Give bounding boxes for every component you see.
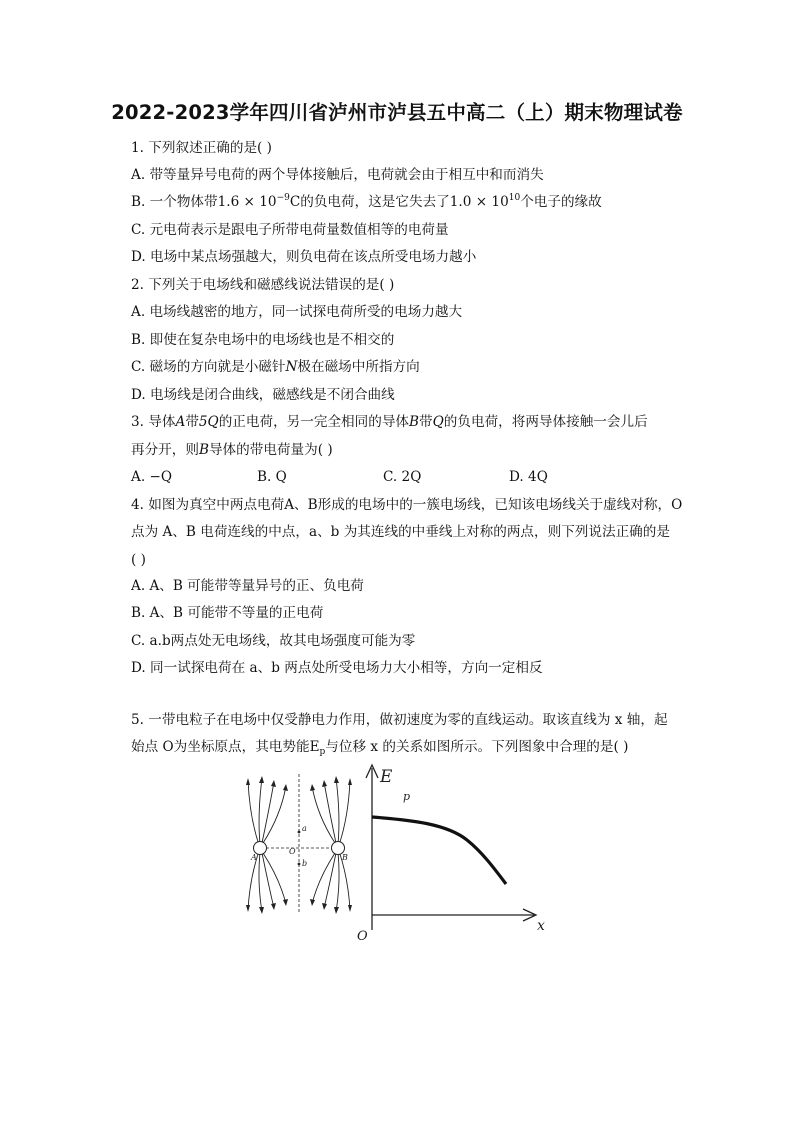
y-axis-label-p: p bbox=[403, 790, 411, 803]
ep-curve bbox=[372, 817, 506, 884]
exam-title: 2022-2023学年四川省泸州市泸县五中高二（上）期末物理试卷 bbox=[111, 101, 683, 124]
field-line bbox=[336, 778, 339, 844]
arrow-icon bbox=[271, 903, 276, 910]
q1-option-a: A. 带等量异号电荷的两个导体接触后，电荷就会由于相互中和而消失 bbox=[131, 167, 544, 183]
arrow-icon bbox=[283, 899, 288, 906]
q4-option-b: B. A、B 可能带不等量的正电荷 bbox=[131, 605, 324, 621]
q3-stem-2a: 再分开，则 bbox=[131, 442, 199, 458]
q1-option-b-mid: C的负电荷，这是它失去了 bbox=[289, 194, 450, 210]
x-axis-label: x bbox=[537, 918, 545, 934]
q1-option-b-exp1: −9 bbox=[276, 193, 290, 203]
q1-option-c: C. 元电荷表示是跟电子所带电荷量数值相等的电荷量 bbox=[131, 222, 449, 238]
field-line bbox=[324, 782, 336, 843]
arrow-icon bbox=[246, 778, 250, 785]
y-axis-label-e: E bbox=[380, 767, 393, 787]
arrow-icon bbox=[334, 776, 339, 783]
field-line bbox=[312, 853, 335, 904]
label-charge-b: B bbox=[342, 853, 348, 862]
field-line bbox=[262, 782, 274, 843]
field-line bbox=[259, 778, 262, 844]
field-line bbox=[339, 780, 350, 845]
q5-stem-2-pre: 始点 O为坐标原点，其电势能 bbox=[131, 739, 310, 755]
point-b-dot bbox=[298, 863, 301, 866]
q5-stem-line1: 5. 一带电粒子在电场中仅受静电力作用，做初速度为零的直线运动。取该直线为 x 轴，起 bbox=[131, 712, 668, 728]
label-a: a bbox=[302, 824, 307, 833]
q1-option-b-num2: 1.0 × 10 bbox=[449, 194, 509, 210]
q3-stem-1b: 带 bbox=[185, 414, 199, 430]
q2-option-c bbox=[131, 358, 420, 376]
field-line bbox=[336, 852, 339, 912]
q4-stem-line1: 4. 如图为真空中两点电荷A、B形成的电场中的一簇电场线，已知该电场线关于虚线对称，O bbox=[131, 497, 683, 513]
q3-stem-1a: 3. 导体 bbox=[131, 414, 176, 430]
q3-options bbox=[131, 468, 548, 486]
q3-option-a: A. −Q bbox=[131, 469, 172, 485]
q2-option-b: B. 即使在复杂电场中的电场线也是不相交的 bbox=[131, 332, 395, 348]
q3-stem-line2 bbox=[131, 441, 333, 459]
q3-var-b: B bbox=[409, 414, 420, 430]
field-line bbox=[263, 786, 286, 843]
q3-stem-1c: 的正电荷，另一完全相同的导体 bbox=[218, 414, 410, 430]
q5-ep-subscript: p bbox=[319, 747, 326, 757]
q3-var-5q: 5Q bbox=[198, 414, 219, 430]
arrow-icon bbox=[259, 907, 264, 914]
q5-stem-2-post: 与位移 x 的关系如图所示。下列图象中合理的是( ) bbox=[325, 739, 629, 755]
q1-option-b-post: 个电子的缘故 bbox=[520, 194, 602, 210]
label-b: b bbox=[302, 859, 308, 868]
q3-stem-line1 bbox=[131, 413, 648, 431]
arrow-icon bbox=[310, 784, 315, 791]
q3-option-b: B. Q bbox=[257, 469, 287, 485]
arrow-icon bbox=[334, 907, 339, 914]
q1-option-b-exp2: 10 bbox=[508, 193, 521, 203]
arrow-icon bbox=[322, 780, 327, 787]
arrow-icon bbox=[310, 899, 315, 906]
q1-option-b-pre: B. 一个物体带 bbox=[131, 194, 218, 210]
arrow-icon bbox=[246, 905, 250, 912]
q1-stem: 1. 下列叙述正确的是( ) bbox=[131, 140, 272, 156]
ep-x-graph bbox=[352, 762, 552, 942]
q5-ep-symbol: E bbox=[309, 739, 320, 755]
q4-option-a: A. A、B 可能带等量异号的正、负电荷 bbox=[131, 578, 364, 594]
q2-option-c-var: N bbox=[285, 359, 298, 375]
q4-stem-line2: 点为 A、B 电荷连线的中点，a、b 为其连线的中垂线上对称的两点，则下列说法正确的是 bbox=[131, 524, 670, 540]
q3-var-a: A bbox=[175, 414, 186, 430]
field-line bbox=[248, 780, 259, 845]
field-line bbox=[312, 786, 335, 843]
q2-option-c-post: 极在磁场中所指方向 bbox=[297, 359, 420, 375]
point-a-dot bbox=[298, 831, 301, 834]
q3-stem-1d: 带 bbox=[419, 414, 433, 430]
q3-var-b2: B bbox=[198, 442, 209, 458]
label-charge-a: A bbox=[251, 853, 257, 862]
q3-var-q: Q bbox=[432, 414, 444, 430]
q4-option-c: C. a.b两点处无电场线，故其电场强度可能为零 bbox=[131, 633, 416, 649]
arrow-icon bbox=[259, 776, 264, 783]
q2-option-a: A. 电场线越密的地方，同一试探电荷所受的电场力越大 bbox=[131, 304, 463, 320]
q1-option-b bbox=[131, 193, 602, 211]
q5-stem-line2 bbox=[131, 738, 628, 756]
q3-option-d: D. 4Q bbox=[509, 469, 548, 485]
q2-stem: 2. 下列关于电场线和磁感线说法错误的是( ) bbox=[131, 277, 395, 293]
q4-option-d: D. 同一试探电荷在 a、b 两点处所受电场力大小相等，方向一定相反 bbox=[131, 660, 543, 676]
arrow-icon bbox=[283, 784, 288, 791]
q3-stem-2b: 导体的带电荷量为( ) bbox=[208, 442, 333, 458]
q2-option-c-pre: C. 磁场的方向就是小磁针 bbox=[131, 359, 286, 375]
q1-option-d: D. 电场中某点场强越大，则负电荷在该点所受电场力越小 bbox=[131, 249, 477, 265]
field-lines-figure bbox=[246, 774, 352, 914]
arrow-icon bbox=[271, 780, 276, 787]
origin-label: O bbox=[357, 929, 368, 942]
field-line bbox=[263, 853, 286, 904]
q3-stem-1e: 的负电荷，将两导体接触一会儿后 bbox=[443, 414, 648, 430]
q4-stem-line3: ( ) bbox=[131, 552, 146, 568]
arrow-icon bbox=[322, 903, 327, 910]
q3-option-c: C. 2Q bbox=[383, 469, 422, 485]
field-line bbox=[259, 852, 262, 912]
q2-option-d: D. 电场线是闭合曲线，磁感线是不闭合曲线 bbox=[131, 387, 395, 403]
q1-option-b-num1: 1.6 × 10 bbox=[217, 194, 277, 210]
label-o: O bbox=[289, 847, 296, 856]
